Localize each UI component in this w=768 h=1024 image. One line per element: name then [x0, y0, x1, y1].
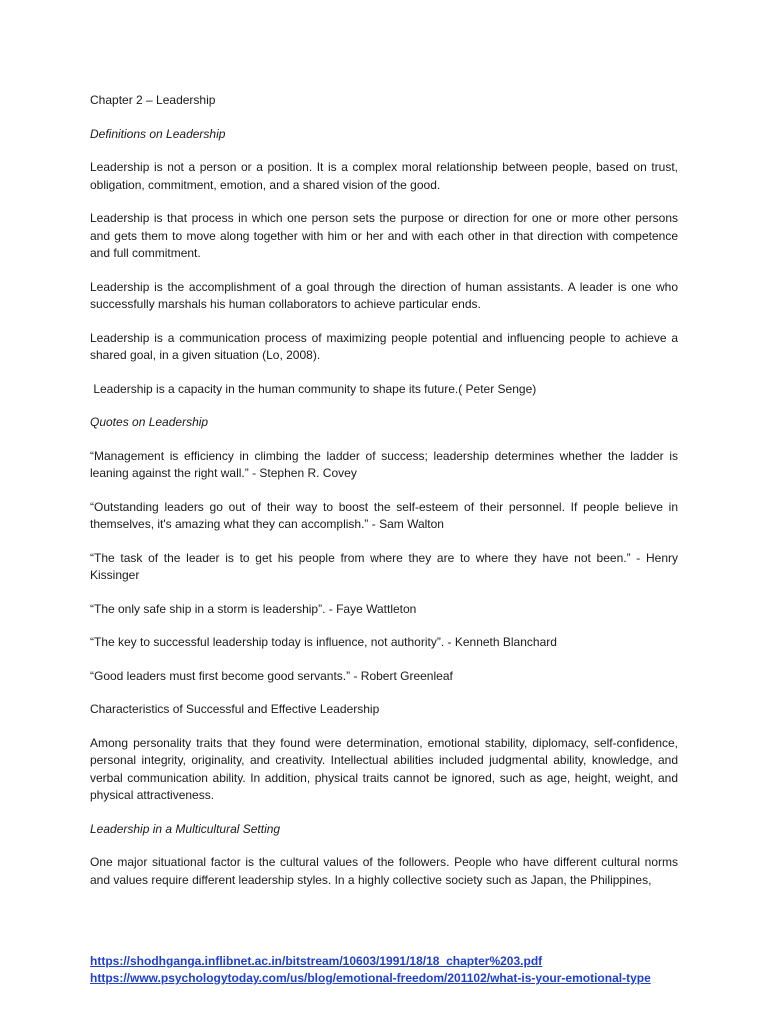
definitions-heading: Definitions on Leadership: [90, 126, 226, 141]
multicultural-paragraph: One major situational factor is the cultural values of the followers. People who have different cultural norms and values require different leadership styles. In a highly collective society such as Japan, the Philippines,: [90, 855, 678, 887]
quote-paragraph: “Good leaders must first become good servants.” - Robert Greenleaf: [90, 668, 453, 683]
definition-paragraph: Leadership is a communication process of maximizing people potential and influencing people to achieve a shared goal, in a given situation (Lo, 2008).: [90, 330, 678, 362]
quote-paragraph: “The key to successful leadership today is influence, not authority”. - Kenneth Blanchard: [90, 635, 557, 649]
quote-paragraph: “The only safe ship in a storm is leadership”. - Faye Wattleton: [90, 601, 417, 616]
definition-paragraph: Leadership is that process in which one person sets the purpose or direction for one or more other persons and gets them to move along together with him or her and with each other in that direction with competence and full commitment.: [90, 211, 678, 260]
multicultural-heading: Leadership in a Multicultural Setting: [90, 821, 281, 836]
definition-paragraph: Leadership is not a person or a position. It is a complex moral relationship between people, based on trust, obligation, commitment, emotion, and a shared vision of the good.: [90, 160, 678, 192]
characteristics-paragraph: Among personality traits that they found were determination, emotional stability, diplomacy, self-confidence, personal integrity, originality, and creativity. Intellectual abilities included judgmental ability, knowledge, and verbal communication ability. In addition, physical traits cannot be ignored, such as age, height, weight, and physical attractiveness.: [90, 735, 678, 802]
definition-paragraph: Leadership is a capacity in the human community to shape its future.( Peter Senge): [90, 381, 537, 396]
definition-paragraph: Leadership is the accomplishment of a goal through the direction of human assistants. A leader is one who successfully marshals his human collaborators to achieve particular ends.: [90, 279, 678, 311]
characteristics-heading: Characteristics of Successful and Effective Leadership: [90, 702, 380, 716]
quote-paragraph: “The task of the leader is to get his people from where they are to where they have not been.” - Henry Kissinger: [90, 550, 678, 582]
quote-paragraph: “Management is efficiency in climbing the ladder of success; leadership determines whether the ladder is leaning against the right wall.” - Stephen R. Covey: [90, 448, 678, 480]
reference-links: [90, 953, 710, 987]
quote-paragraph: “Outstanding leaders go out of their way to boost the self-esteem of their personnel. If people believe in themselves, it's amazing what they can accomplish.” - Sam Walton: [90, 499, 678, 531]
reference-link[interactable]: https://shodhganga.inflibnet.ac.in/bitstream/10603/1991/18/18_chapter%203.pdf: [90, 954, 543, 968]
reference-link[interactable]: https://www.psychologytoday.com/us/blog/emotional-freedom/201102/what-is-your-emotional-type: [90, 971, 651, 985]
document-body: [90, 92, 678, 889]
chapter-title: Chapter 2 – Leadership: [90, 93, 216, 107]
quotes-heading: Quotes on Leadership: [90, 415, 209, 429]
